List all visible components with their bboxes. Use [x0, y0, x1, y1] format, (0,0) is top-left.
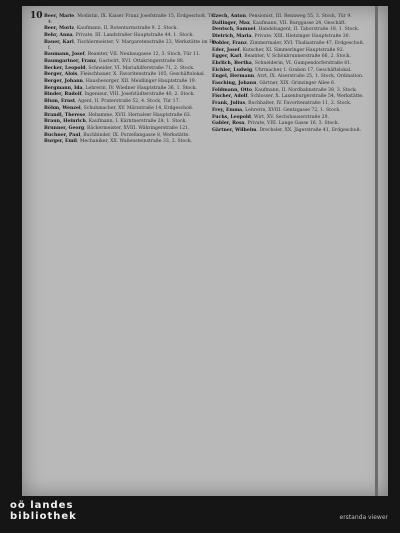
- directory-entry: Deutsch, Samuel, Handelsagent, II. Taborstraße 18, 1. Stock.: [212, 27, 360, 33]
- entry-text: Kaufmann, II. Rotenturmstraße 9, 2. Stock.: [76, 26, 178, 32]
- directory-entry: Buchner, Paul, Buchbinder, IX. Porzellangasse 8, Werkstätte.: [44, 132, 190, 138]
- entry-name: Fischer, Adolf: [212, 94, 248, 100]
- entry-name: Dallinger, Max: [212, 20, 250, 26]
- entry-text: Schuhmacher, XV. Märzstraße 14, Erdgeschoß.: [83, 105, 194, 111]
- entry-text: Drechsler, XX. Jägerstraße 41, Erdgeschoß.: [259, 127, 362, 133]
- entry-text: Private, III. Landstraßer Hauptstraße 44, 1. Stock.: [75, 33, 194, 39]
- directory-entry: Dallinger, Max, Kaufmann, VII. Burggasse 24, Geschäft.: [212, 20, 347, 26]
- entry-text: Mechaniker, XX. Wallensteinstraße 33, 2. Stock.: [79, 139, 193, 145]
- entry-name: Eder, Josef: [212, 47, 240, 53]
- entry-name: Berger, Alois: [44, 72, 78, 78]
- entry-name: Brandl, Therese: [44, 112, 86, 118]
- entry-text: Kutscher, XI. Simmeringer Hauptstraße 92.: [242, 47, 345, 53]
- directory-entry: Eder, Josef, Kutscher, XI. Simmeringer Hauptstraße 92.: [212, 47, 345, 53]
- directory-entry: Feldmann, Otto, Kaufmann, II. Nordbahnstraße 38, 3. Stock.: [212, 87, 358, 93]
- directory-entry: Gabler, Rosa, Private, VIII. Lange Gasse 16, 3. Stock.: [212, 121, 340, 127]
- directory-entry: Böhm, Wenzel, Schuhmacher, XV. Märzstraße 14, Erdgeschoß.: [44, 105, 194, 111]
- entry-name: Engel, Hermann: [212, 74, 255, 80]
- directory-entry: Beer, Moriz, Kaufmann, II. Rotenturmstraße 9, 2. Stock.: [44, 26, 178, 32]
- logo-line-1: oö landes: [10, 500, 74, 511]
- directory-entry: Czech, Anton, Pensionist, III. Rennweg 55, 3. Stock, Tür 9.: [212, 14, 352, 19]
- entry-name: Fasching, Johann: [212, 81, 257, 87]
- directory-entry: Blum, Ernst, Agent, II. Praterstraße 52, 4. Stock, Tür 17.: [44, 99, 180, 105]
- entry-text: Zimmermaler, XVI. Thaliastraße 47, Erdgeschoß.: [249, 40, 365, 46]
- entry-name: Frey, Emma: [212, 107, 243, 113]
- entry-name: Gärtner, Wilhelm: [212, 127, 257, 133]
- directory-entry: Beer, Marie, Modistin, IX. Kaiser Franz Josefstraße 15, Erdgeschoß, Tür 4.: [44, 14, 216, 25]
- entry-name: Böhm, Wenzel: [44, 105, 81, 111]
- directory-entry: Dietrich, Maria, Private, XIII. Hietzinger Hauptstraße 30.: [212, 34, 351, 40]
- directory-entry: Brandl, Therese, Hebamme, XVII. Hernalser Hauptstraße 63.: [44, 112, 192, 118]
- entry-text: Private, XIII. Hietzinger Hauptstraße 30.: [254, 34, 351, 40]
- directory-entry: Brunner, Georg, Bäckermeister, XVIII. Währingerstraße 121.: [44, 125, 190, 131]
- directory-entry: Bauer, Karl, Tischlermeister, V. Margaretenstraße 23, Werkstätte im Hof.: [44, 39, 217, 51]
- entry-text: Kaufmann, I. Kärntnerstraße 28, 1. Stock.: [88, 119, 187, 125]
- entry-name: Gabler, Rosa: [212, 121, 245, 127]
- directory-entry: Berger, Johann, Hausbesorger, XII. Meidlinger Hauptstraße 19.: [44, 79, 197, 85]
- entry-text: Handelsagent, II. Taborstraße 18, 1. Stock.: [258, 27, 360, 33]
- entry-name: Baumgartner, Franz: [44, 58, 96, 64]
- entry-name: Behr, Anna: [44, 33, 73, 39]
- directory-entry: Becker, Leopold, Schneider, VI. Mariahilferstraße 71, 2. Stock.: [44, 65, 195, 71]
- entry-text: Arzt, IX. Alserstraße 25, 1. Stock, Ordination.: [257, 74, 364, 80]
- entry-text: Kaufmann, II. Nordbahnstraße 38, 3. Stock.: [254, 87, 358, 93]
- entry-text: Beamter, V. Schönbrunnerstraße 66, 2. Stock.: [244, 54, 351, 60]
- directory-entry: Binder, Rudolf, Ingenieur, VIII. Josefstädterstraße 40, 2. Stock.: [44, 92, 195, 98]
- entry-name: Deutsch, Samuel: [212, 27, 256, 33]
- entry-text: Gärtner, XIX. Grinzinger Allee 6.: [259, 81, 336, 87]
- entry-text: Tischlermeister, V. Margaretenstraße 23, Werkstätte im Hof.: [48, 39, 217, 51]
- directory-entry: Ehrlich, Bertha, Schneiderin, VI. Gumpendorferstraße 81.: [212, 60, 352, 66]
- entry-text: Agent, II. Praterstraße 52, 4. Stock, Tür 17.: [77, 99, 180, 105]
- entry-name: Egger, Karl: [212, 54, 242, 60]
- entry-text: Bäckermeister, XVIII. Währingerstraße 121.: [87, 125, 190, 131]
- entry-text: Hebamme, XVII. Hernalser Hauptstraße 63.: [88, 112, 192, 118]
- directory-entry: Baumgartner, Franz, Gastwirt, XVI. Ottakringerstraße 88.: [44, 58, 185, 64]
- directory-entry: Fasching, Johann, Gärtner, XIX. Grinzinger Allee 6.: [212, 81, 336, 87]
- entry-text: Schneiderin, VI. Gumpendorferstraße 81.: [254, 60, 352, 66]
- entry-name: Czech, Anton: [212, 14, 246, 19]
- entry-text: Uhrmacher, I. Graben 17, Geschäftslokal.: [254, 67, 352, 73]
- entry-name: Bergmann, Ida: [44, 85, 83, 91]
- scanned-page: [22, 6, 388, 496]
- entry-text: Wirt, XV. Sechshauserstraße 29.: [253, 114, 329, 120]
- entry-name: Feldmann, Otto: [212, 87, 252, 93]
- library-logo[interactable]: [10, 500, 77, 522]
- directory-entry: Fischer, Adolf, Schlosser, X. Laxenburgerstraße 54, Werkstätte.: [212, 94, 364, 100]
- entry-name: Frank, Julius: [212, 101, 246, 107]
- entry-text: Ingenieur, VIII. Josefstädterstraße 40, 2. Stock.: [84, 92, 195, 98]
- page-number: 10: [30, 11, 43, 21]
- entry-name: Eichler, Ludwig: [212, 67, 253, 73]
- viewer-credit[interactable]: erstanda viewer: [339, 514, 388, 521]
- directory-entry: Bergmann, Ida, Lehrerin, IV. Wiedner Hauptstraße 36, 1. Stock.: [44, 85, 198, 91]
- entry-name: Fuchs, Leopold: [212, 114, 251, 120]
- logo-line-2: bibliothek: [10, 511, 77, 522]
- entry-text: Buchhalter, IV. Favoritenstraße 11, 2. Stock.: [248, 101, 352, 107]
- directory-entry: Behr, Anna, Private, III. Landstraßer Hauptstraße 44, 1. Stock.: [44, 33, 194, 39]
- entry-text: Hausbesorger, XII. Meidlinger Hauptstraße 19.: [85, 79, 197, 85]
- directory-entry: Frey, Emma, Lehrerin, XVIII. Gentzgasse 72, 1. Stock.: [212, 107, 341, 113]
- directory-entry: Egger, Karl, Beamter, V. Schönbrunnerstraße 66, 2. Stock.: [212, 54, 351, 60]
- entry-name: Beer, Marie: [44, 14, 75, 19]
- entry-name: Ehrlich, Bertha: [212, 60, 252, 66]
- entry-name: Brunner, Georg: [44, 125, 85, 131]
- entry-name: Bauer, Karl: [44, 39, 74, 45]
- directory-entry: Frank, Julius, Buchhalter, IV. Favoritenstraße 11, 2. Stock.: [212, 101, 352, 107]
- entry-text: Gastwirt, XVI. Ottakringerstraße 88.: [98, 58, 185, 64]
- directory-entry: Eichler, Ludwig, Uhrmacher, I. Graben 17, Geschäftslokal.: [212, 67, 352, 73]
- footer: [0, 500, 400, 533]
- entry-name: Braun, Heinrich: [44, 119, 86, 125]
- entry-name: Burger, Emil: [44, 139, 77, 145]
- right-column: [212, 14, 384, 135]
- entry-name: Beer, Moriz: [44, 26, 74, 32]
- directory-entry: Burger, Emil, Mechaniker, XX. Wallensteinstraße 33, 2. Stock.: [44, 139, 193, 145]
- entry-name: Becker, Leopold: [44, 65, 86, 71]
- entry-name: Binder, Rudolf: [44, 92, 82, 98]
- directory-entry: Baumann, Josef, Beamter, VII. Neubaugasse 12, 3. Stock, Tür 11.: [44, 52, 201, 58]
- entry-text: Schneider, VI. Mariahilferstraße 71, 2. Stock.: [88, 65, 195, 71]
- entry-text: Private, VIII. Lange Gasse 16, 3. Stock.: [247, 121, 340, 127]
- entry-text: Modistin, IX. Kaiser Franz Josefstraße 15, Erdgeschoß, Tür 4.: [48, 14, 216, 25]
- directory-entry: Fuchs, Leopold, Wirt, XV. Sechshauserstraße 29.: [212, 114, 329, 120]
- left-column: [44, 14, 216, 146]
- entry-name: Buchner, Paul: [44, 132, 81, 138]
- entry-name: Berger, Johann: [44, 79, 83, 85]
- directory-entry: Braun, Heinrich, Kaufmann, I. Kärntnerstraße 28, 1. Stock.: [44, 119, 187, 125]
- entry-name: Dietrich, Maria: [212, 34, 252, 40]
- entry-text: Pensionist, III. Rennweg 55, 3. Stock, Tür 9.: [248, 14, 352, 19]
- entry-name: Blum, Ernst: [44, 99, 75, 105]
- entry-text: Lehrerin, IV. Wiedner Hauptstraße 36, 1. Stock.: [85, 85, 198, 91]
- entry-text: Beamter, VII. Neubaugasse 12, 3. Stock, Tür 11.: [87, 52, 201, 58]
- directory-entry: Engel, Hermann, Arzt, IX. Alserstraße 25, 1. Stock, Ordination.: [212, 74, 364, 80]
- directory-entry: Dobler, Franz, Zimmermaler, XVI. Thaliastraße 47, Erdgeschoß.: [212, 40, 365, 46]
- entry-text: Fleischhauer, X. Favoritenstraße 105, Geschäftslokal.: [80, 72, 206, 78]
- entry-text: Buchbinder, IX. Porzellangasse 8, Werkstätte.: [83, 132, 190, 138]
- directory-entry: Berger, Alois, Fleischhauer, X. Favoritenstraße 105, Geschäftslokal.: [44, 72, 206, 78]
- entry-name: Dobler, Franz: [212, 40, 247, 46]
- entry-text: Schlosser, X. Laxenburgerstraße 54, Werkstätte.: [250, 94, 364, 100]
- directory-entry: Gärtner, Wilhelm, Drechsler, XX. Jägerstraße 41, Erdgeschoß.: [212, 127, 362, 133]
- entry-text: Kaufmann, VII. Burggasse 24, Geschäft.: [252, 20, 347, 26]
- entry-name: Baumann, Josef: [44, 52, 85, 58]
- entry-text: Lehrerin, XVIII. Gentzgasse 72, 1. Stock.: [245, 107, 341, 113]
